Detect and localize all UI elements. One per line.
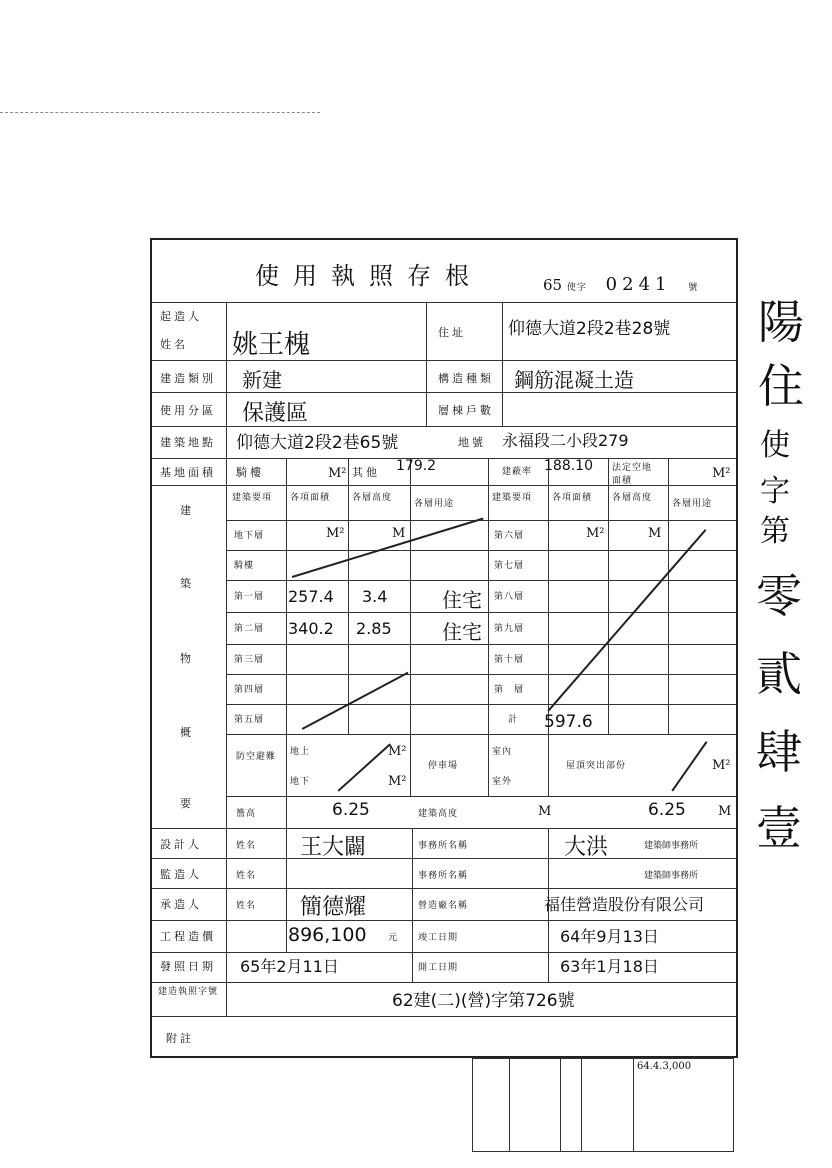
contractor-name-label: 姓名 (236, 901, 257, 911)
group-char-4: 概 (180, 726, 191, 739)
strike-left-bottom (302, 672, 409, 730)
other-label: 其他 (352, 466, 380, 479)
row-f1: 第一層 (234, 592, 265, 602)
bldg-height-label: 建築高度 (418, 809, 459, 819)
margin-char-8: 肆 (756, 725, 802, 779)
row-f8: 第八層 (494, 592, 525, 602)
unit-above-m2: M² (388, 744, 407, 759)
storey-height-value: 6.25 (332, 800, 370, 820)
f1-height-value: 3.4 (362, 587, 388, 606)
group-char-5: 要 (180, 797, 191, 810)
shelter-label: 防空避難 (236, 752, 277, 762)
site-area-label: 基地面積 (160, 466, 216, 479)
margin-char-2: 住 (758, 359, 804, 413)
row-f7: 第七層 (494, 561, 525, 571)
start-date-label: 開工日期 (418, 963, 459, 973)
serial-prefix: 65 (543, 276, 563, 294)
finish-date-value: 64年9月13日 (560, 927, 659, 946)
row-arcade: 騎樓 (234, 561, 255, 571)
unit-m2-arcade: M² (328, 466, 347, 481)
f1-area-value: 257.4 (288, 587, 334, 606)
permit-no-label: 建造執照字號 (158, 987, 219, 997)
margin-char-4: 字 (760, 474, 790, 509)
row-f6: 第六層 (494, 531, 525, 541)
margin-char-9: 壹 (756, 801, 802, 855)
strike-right (547, 529, 706, 711)
margin-char-5: 第 (760, 514, 790, 549)
designer-office-value: 大洪 (564, 835, 609, 860)
serial-suffix: 號 (688, 283, 699, 293)
total-area-value: 597.6 (544, 712, 593, 732)
build-type-label: 建造類別 (160, 372, 216, 385)
row-f9: 第九層 (494, 624, 525, 634)
row-f10: 第十層 (494, 655, 525, 665)
issue-date-value: 65年2月11日 (240, 957, 339, 976)
margin-char-3: 使 (760, 428, 790, 463)
col-height-right: 各層高度 (612, 493, 653, 503)
license-form (150, 238, 738, 1058)
unit-storey-m: M (538, 804, 552, 819)
serial-no: 0241 (605, 274, 672, 295)
col-items-right: 建築要項 (492, 493, 533, 503)
other-area-value: 179.2 (396, 458, 437, 474)
site-label: 建築地點 (160, 436, 216, 449)
designer-value: 王大闢 (300, 835, 367, 860)
contractor-label: 承造人 (160, 898, 202, 911)
unit-b1-m: M (392, 526, 406, 541)
parking-indoor: 室內 (492, 747, 513, 757)
applicant-label: 起造人 (160, 310, 202, 323)
row-b1: 地下層 (234, 531, 265, 541)
applicant-name-value: 姚王槐 (232, 330, 311, 360)
arcade-label: 騎樓 (236, 466, 264, 479)
site-address-value: 仰德大道2段2巷65號 (236, 433, 399, 453)
supervisor-name-label: 姓名 (236, 871, 257, 881)
coverage-label: 建蔽率 (502, 467, 533, 477)
build-type-value: 新建 (242, 368, 282, 392)
unit-below-m2: M² (388, 774, 407, 789)
cost-value: 896,100 (288, 924, 367, 946)
start-date-value: 63年1月18日 (560, 957, 659, 976)
finish-date-label: 竣工日期 (418, 933, 459, 943)
architect-office-1: 建築師事務所 (644, 841, 699, 851)
scan-rule (0, 112, 320, 113)
issue-date-label: 發照日期 (160, 960, 216, 973)
unit-roof-m2: M² (712, 758, 731, 773)
note-label: 附註 (166, 1032, 194, 1045)
structure-value: 鋼筋混凝土造 (514, 368, 634, 392)
row-f4: 第四層 (234, 685, 265, 695)
group-char-1: 建 (180, 504, 191, 517)
col-use-left: 各層用途 (414, 499, 455, 509)
shelter-above: 地上 (290, 747, 311, 757)
strike-shelter (337, 743, 390, 791)
group-char-3: 物 (180, 652, 191, 665)
margin-char-6: 零 (756, 569, 802, 623)
cost-label: 工程造價 (160, 930, 216, 943)
col-height-left: 各層高度 (352, 493, 393, 503)
col-area-left: 各項面積 (290, 493, 331, 503)
firm-label: 營造廠名稱 (418, 901, 469, 911)
architect-office-2: 建築師事務所 (644, 871, 699, 881)
parking-outdoor: 室外 (492, 777, 513, 787)
designer-name-label: 姓名 (236, 841, 257, 851)
row-f5: 第五層 (234, 715, 265, 725)
row-total: 計 (508, 715, 519, 725)
unit-f6-m: M (648, 526, 662, 541)
firm-value: 福佳營造股份有限公司 (544, 895, 705, 914)
f1-use-value: 住宅 (442, 588, 482, 612)
use-zone-value: 保護區 (242, 401, 309, 426)
f2-area-value: 340.2 (288, 619, 334, 638)
roof-label: 屋頂突出部份 (566, 761, 627, 771)
unit-f6-m2: M² (586, 526, 605, 541)
land-no-value: 永福段二小段279 (502, 431, 629, 450)
approval-stamp-area (472, 1058, 734, 1152)
designer-label: 設計人 (160, 838, 202, 851)
unit-m2-open: M² (712, 466, 731, 481)
storey-height-label: 簷高 (236, 809, 257, 819)
serial-mid: 使字 (566, 283, 587, 293)
strike-left-top (292, 518, 484, 578)
form-title: 使用執照存根 (255, 262, 483, 290)
floors-units-label: 層棟戶數 (438, 404, 494, 417)
cost-unit: 元 (388, 933, 399, 943)
row-f3: 第三層 (234, 655, 265, 665)
applicant-address-value: 仰德大道2段2巷28號 (508, 319, 671, 339)
unit-b1-m2: M² (326, 526, 345, 541)
col-area-right: 各項面積 (552, 493, 593, 503)
parking-label: 停車場 (428, 761, 459, 771)
group-char-2: 築 (180, 577, 191, 590)
coverage-value: 188.10 (544, 458, 593, 474)
unit-bldg-m: M (718, 804, 732, 819)
row-f2: 第二層 (234, 624, 265, 634)
office-label-1: 事務所名稱 (418, 841, 469, 851)
shelter-below: 地下 (290, 777, 311, 787)
row-fn: 第 層 (494, 685, 525, 695)
open-space-label: 法定空地面積 (612, 463, 653, 486)
margin-char-7: 貳 (756, 647, 802, 701)
structure-label: 構造種類 (438, 372, 494, 385)
margin-char-1: 陽 (758, 295, 804, 349)
print-code: 64.4.3,000 (637, 1061, 692, 1072)
land-no-label: 地號 (458, 436, 486, 449)
name-label: 姓名 (160, 338, 188, 351)
bldg-height-value: 6.25 (648, 800, 686, 820)
col-items-left: 建築要項 (232, 493, 273, 503)
permit-no-value: 62建(二)(營)字第726號 (392, 991, 575, 1011)
office-label-2: 事務所名稱 (418, 871, 469, 881)
use-zone-label: 使用分區 (160, 404, 216, 417)
strike-roof (671, 741, 707, 791)
col-use-right: 各層用途 (672, 499, 713, 509)
supervisor-label: 監造人 (160, 868, 202, 881)
contractor-value: 簡德耀 (300, 895, 367, 920)
address-label: 住址 (438, 326, 466, 339)
f2-height-value: 2.85 (356, 619, 392, 638)
f2-use-value: 住宅 (442, 620, 482, 644)
